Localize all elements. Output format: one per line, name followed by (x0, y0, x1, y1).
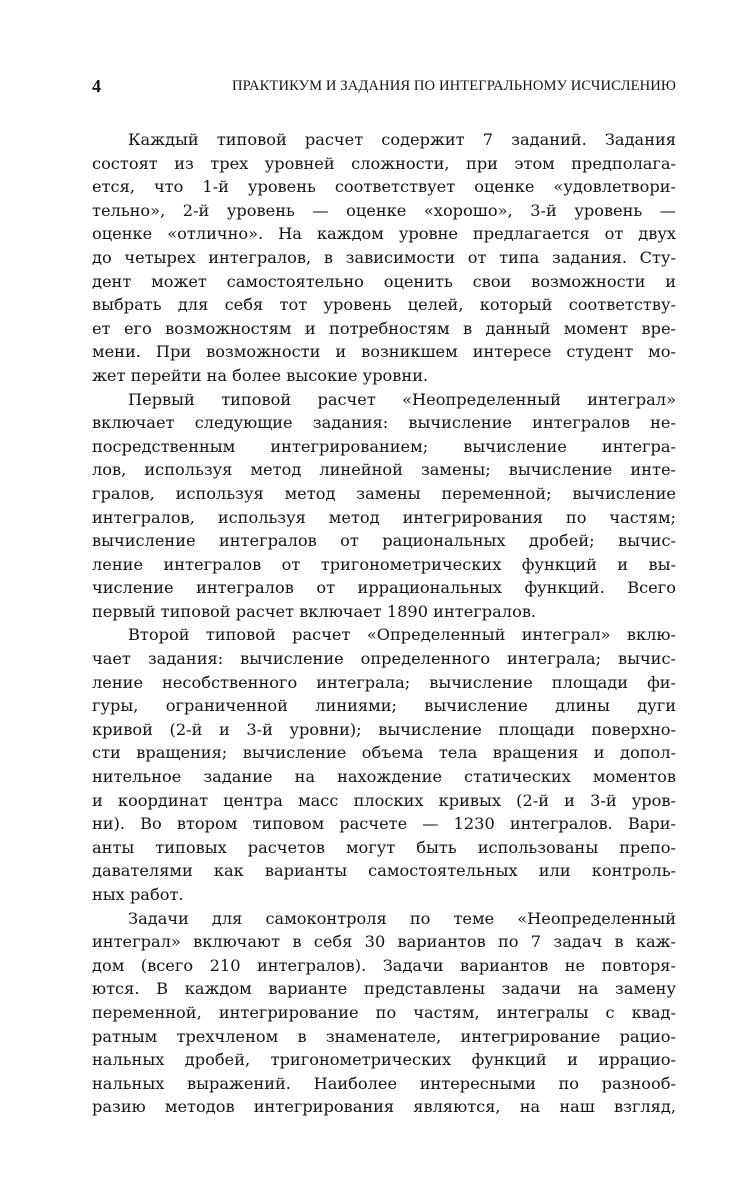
text-line: анты типовых расчетов могут быть использованы препо- (92, 837, 676, 857)
page-header (92, 76, 676, 100)
text-line: Второй типовой расчет «Определенный интеграл» вклю- (128, 625, 676, 645)
text-line: ются. В каждом варианте представлены задачи на замену (92, 979, 676, 999)
text-line: и координат центра масс плоских кривых (2-й и 3-й уров- (92, 790, 676, 810)
text-line: состоят из трех уровней сложности, при этом предполага- (92, 153, 676, 173)
text-line: ных работ. (92, 885, 184, 904)
text-line: дент может самостоятельно оценить свои возможности и (92, 271, 676, 291)
text-line: вычисление интегралов от рациональных дробей; вычис- (92, 531, 676, 551)
text-line: нальных выражений. Наиболее интересными по разнооб- (92, 1073, 676, 1093)
text-line: посредственным интегрированием; вычисление интегра- (92, 436, 676, 456)
text-line: ни). Во втором типовом расчете — 1230 интегралов. Вари- (92, 814, 676, 834)
text-line: Задачи для самоконтроля по теме «Неопределенный (128, 908, 676, 928)
text-line: давателями как варианты самостоятельных или контроль- (92, 861, 676, 881)
text-line: дом (всего 210 интегралов). Задачи вариантов не повторя- (92, 955, 676, 975)
text-line: Каждый типовой расчет содержит 7 заданий. Задания (128, 130, 676, 149)
page-number: 4 (92, 76, 101, 96)
text-line: жет перейти на более высокие уровни. (92, 365, 429, 385)
paragraph-1 (92, 128, 676, 388)
text-line: переменной, интегрирование по частям, интегралы с квад- (92, 1002, 676, 1022)
paragraph-4 (92, 907, 676, 1119)
text-line: лов, используя метод линейной замены; вычисление инте- (92, 460, 676, 480)
text-line: интегралов, используя метод интегрирования по частям; (92, 507, 676, 527)
text-line: ратным трехчленом в знаменателе, интегрирование рацио- (92, 1026, 676, 1046)
text-line: гралов, используя метод замены переменной; вычисление (92, 483, 676, 503)
text-line: сти вращения; вычисление объема тела вращения и допол- (92, 743, 676, 763)
text-line: тельно», 2-й уровень — оценке «хорошо», 3-й уровень — (92, 200, 676, 220)
text-line: интеграл» включают в себя 30 вариантов по 7 задач в каж- (92, 932, 676, 952)
text-line: нальных дробей, тригонометрических функций и иррацио- (92, 1050, 676, 1070)
text-line: до четырех интегралов, в зависимости от типа задания. Сту- (92, 247, 676, 267)
text-line: ление интегралов от тригонометрических функций и вы- (92, 554, 676, 574)
text-line: включает следующие задания: вычисление интегралов не- (92, 413, 676, 433)
text-line: первый типовой расчет включает 1890 интегралов. (92, 601, 537, 621)
text-line: ет его возможностям и потребностям в данный момент вре- (92, 318, 676, 338)
text-line: кривой (2-й и 3-й уровни); вычисление площади поверхно- (92, 719, 676, 739)
text-line: числение интегралов от иррациональных функций. Всего (92, 578, 676, 598)
text-line: ление несобственного интеграла; вычисление площади фи- (92, 672, 676, 692)
text-line: Первый типовой расчет «Неопределенный интеграл» (128, 389, 676, 409)
text-line: оценке «отлично». На каждом уровне предлагается от двух (92, 224, 676, 244)
text-line: гуры, ограниченной линиями; вычисление длины дуги (92, 696, 676, 716)
paragraph-2 (92, 388, 676, 624)
paragraph-3 (92, 623, 676, 906)
text-line: чает задания: вычисление определенного интеграла; вычис- (92, 649, 676, 669)
text-line: нительное задание на нахождение статических моментов (92, 767, 676, 787)
running-title: ПРАКТИКУМ И ЗАДАНИЯ ПО ИНТЕГРАЛЬНОМУ ИСЧИСЛЕНИЮ (232, 78, 676, 94)
text-line: мени. При возможности и возникшем интересе студент мо- (92, 342, 676, 362)
text-line: ется, что 1-й уровень соответствует оценке «удовлетвори- (92, 177, 676, 197)
text-line: выбрать для себя тот уровень целей, который соответству- (92, 295, 676, 315)
text-line: разию методов интегрирования являются, на наш взгляд, (92, 1097, 676, 1117)
body-text (92, 128, 676, 1119)
